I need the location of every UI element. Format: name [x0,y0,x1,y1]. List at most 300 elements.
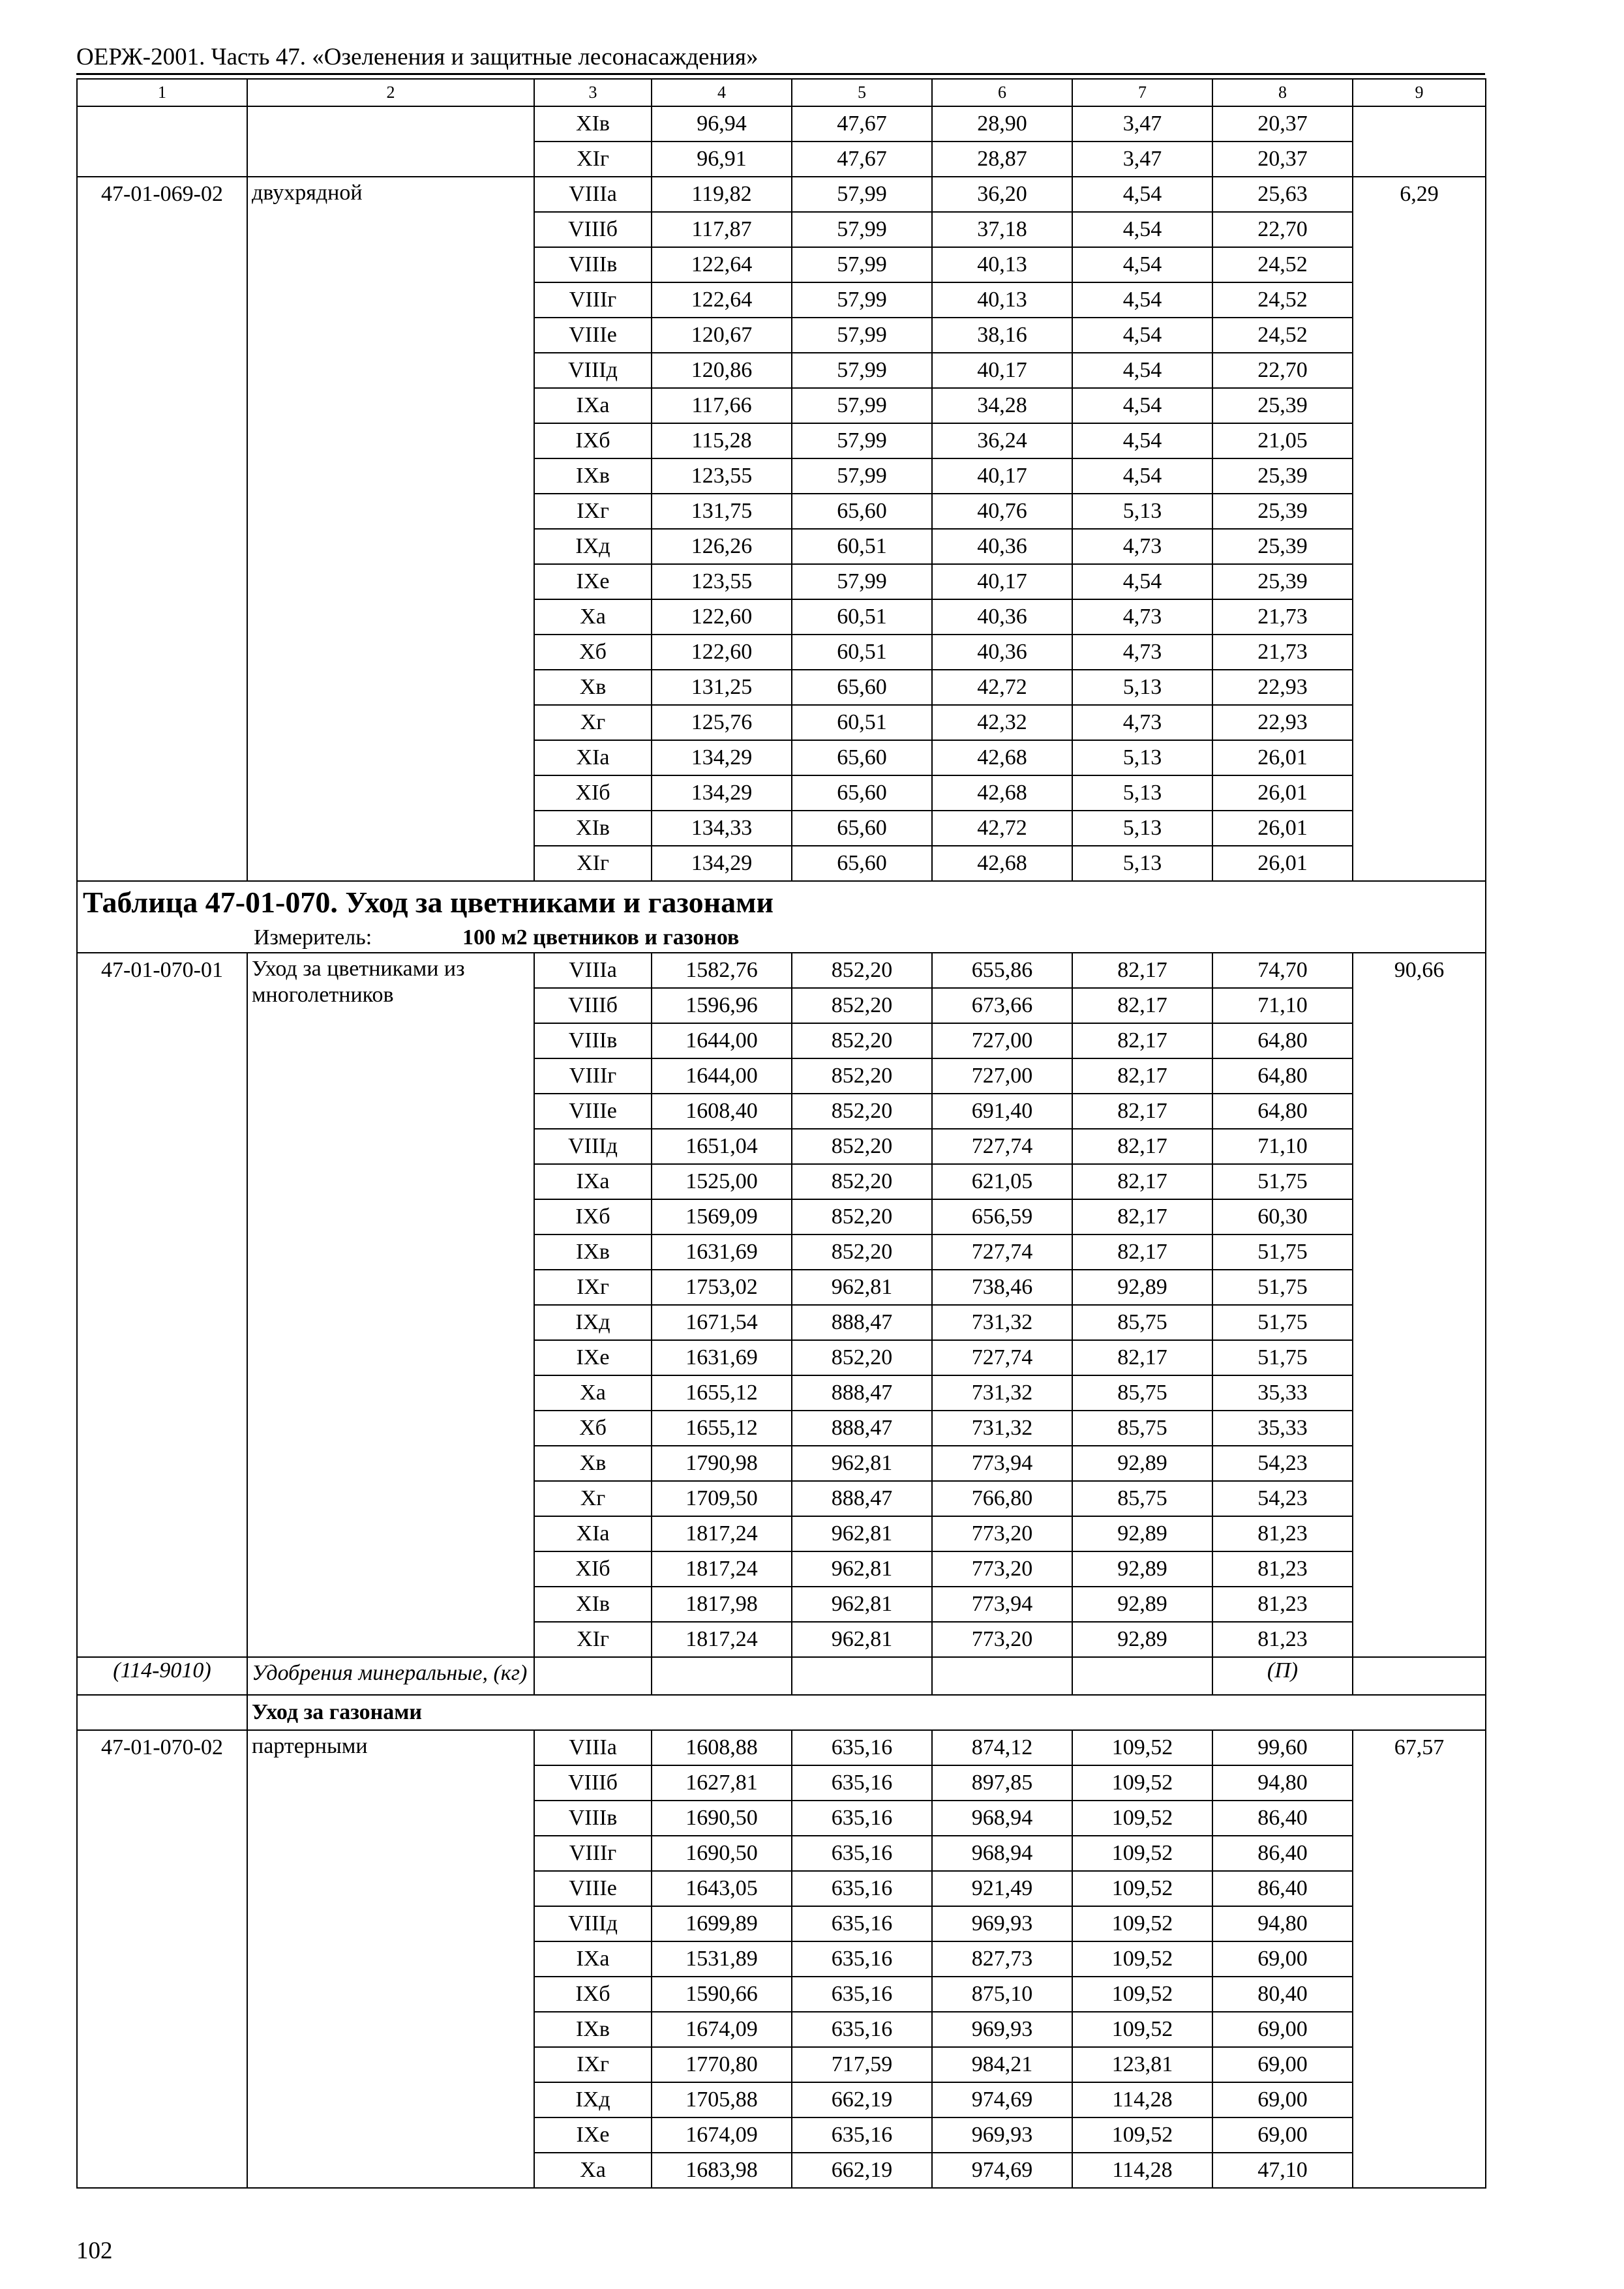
driver-wages-cell: 5,13 [1072,775,1212,811]
total-cost-cell: 1569,09 [652,1199,792,1234]
machine-cost-cell: 40,13 [932,247,1072,282]
wages-cell: 65,60 [792,846,932,881]
total-cost-cell: 122,64 [652,282,792,318]
material-code-cell: (114-9010) [77,1657,247,1695]
driver-wages-cell: 82,17 [1072,1164,1212,1199]
total-cost-cell: 134,33 [652,811,792,846]
machine-cost-cell: 34,28 [932,388,1072,423]
wages-cell: 852,20 [792,1058,932,1094]
total-cost-cell: 1683,98 [652,2153,792,2188]
zone-cell: XIв [534,811,652,846]
driver-wages-cell: 109,52 [1072,2117,1212,2153]
machine-cost-cell: 969,93 [932,1906,1072,1941]
materials-cost-cell: 71,10 [1212,1129,1353,1164]
zone-cell: IXа [534,388,652,423]
driver-wages-cell: 3,47 [1072,142,1212,177]
zone-cell: IXг [534,2047,652,2082]
column-number: 5 [792,79,932,106]
zone-cell: IXв [534,458,652,494]
total-cost-cell: 1627,81 [652,1765,792,1801]
zone-cell: VIIIб [534,1765,652,1801]
driver-wages-cell: 92,89 [1072,1446,1212,1481]
machine-cost-cell: 773,94 [932,1587,1072,1622]
materials-cost-cell: 69,00 [1212,2047,1353,2082]
wages-cell: 57,99 [792,353,932,388]
driver-wages-cell: 4,54 [1072,564,1212,599]
driver-wages-cell: 109,52 [1072,1730,1212,1765]
zone-cell: XIб [534,1551,652,1587]
measure-value: 100 м2 цветников и газонов [462,925,740,950]
materials-cost-cell: 69,00 [1212,2012,1353,2047]
total-cost-cell: 134,29 [652,740,792,775]
total-cost-cell: 125,76 [652,705,792,740]
zone-cell: IXа [534,1164,652,1199]
machine-cost-cell: 655,86 [932,953,1072,988]
driver-wages-cell: 92,89 [1072,1516,1212,1551]
machine-cost-cell: 738,46 [932,1270,1072,1305]
driver-wages-cell: 123,81 [1072,2047,1212,2082]
zone-cell: Xа [534,1375,652,1411]
zone-cell: XIв [534,106,652,142]
wages-cell: 852,20 [792,1199,932,1234]
driver-wages-cell: 5,13 [1072,494,1212,529]
wages-cell: 635,16 [792,1871,932,1906]
column-number: 2 [247,79,534,106]
driver-wages-cell: 109,52 [1072,1801,1212,1836]
code-cell: 47-01-069-02 [77,177,247,881]
machine-cost-cell: 40,17 [932,564,1072,599]
total-cost-cell: 1582,76 [652,953,792,988]
zone-cell: IXг [534,494,652,529]
driver-wages-cell: 4,73 [1072,705,1212,740]
materials-cost-cell: 51,75 [1212,1305,1353,1340]
wages-cell: 65,60 [792,494,932,529]
machine-cost-cell: 40,76 [932,494,1072,529]
driver-wages-cell: 92,89 [1072,1587,1212,1622]
materials-cost-cell: 20,37 [1212,106,1353,142]
zone-cell: XIг [534,142,652,177]
machine-cost-cell: 40,17 [932,353,1072,388]
zone-cell: XIв [534,1587,652,1622]
wages-cell: 57,99 [792,177,932,212]
driver-wages-cell: 92,89 [1072,1270,1212,1305]
machine-cost-cell: 773,20 [932,1551,1072,1587]
machine-cost-cell: 727,00 [932,1023,1072,1058]
driver-wages-cell: 109,52 [1072,1871,1212,1906]
machine-cost-cell: 42,32 [932,705,1072,740]
zone-cell: IXе [534,2117,652,2153]
total-cost-cell: 1817,24 [652,1622,792,1657]
total-cost-cell: 96,91 [652,142,792,177]
total-cost-cell: 1674,09 [652,2012,792,2047]
zone-cell: IXе [534,1340,652,1375]
machine-cost-cell: 38,16 [932,318,1072,353]
driver-wages-cell: 82,17 [1072,953,1212,988]
materials-cost-cell: 86,40 [1212,1836,1353,1871]
wages-cell: 962,81 [792,1516,932,1551]
total-cost-cell: 1705,88 [652,2082,792,2117]
machine-cost-cell: 40,17 [932,458,1072,494]
machine-cost-cell: 727,74 [932,1340,1072,1375]
zone-cell: XIб [534,775,652,811]
wages-cell: 57,99 [792,458,932,494]
total-cost-cell: 1644,00 [652,1058,792,1094]
material-empty-cell [932,1657,1072,1695]
wages-cell: 962,81 [792,1587,932,1622]
column-number: 8 [1212,79,1353,106]
total-cost-cell: 134,29 [652,846,792,881]
zone-cell: IXб [534,1977,652,2012]
wages-cell: 635,16 [792,1941,932,1977]
subheading: Уход за газонами [247,1695,1486,1730]
total-cost-cell: 1608,88 [652,1730,792,1765]
zone-cell: VIIIа [534,1730,652,1765]
zone-cell: IXб [534,423,652,458]
materials-cost-cell: 80,40 [1212,1977,1353,2012]
machine-cost-cell: 727,74 [932,1129,1072,1164]
wages-cell: 57,99 [792,388,932,423]
machine-cost-cell: 691,40 [932,1094,1072,1129]
materials-cost-cell: 81,23 [1212,1587,1353,1622]
total-cost-cell: 1525,00 [652,1164,792,1199]
total-cost-cell: 1674,09 [652,2117,792,2153]
total-cost-cell: 1690,50 [652,1836,792,1871]
materials-cost-cell: 24,52 [1212,282,1353,318]
wages-cell: 635,16 [792,1801,932,1836]
table-row [77,953,1486,988]
driver-wages-cell: 5,13 [1072,811,1212,846]
driver-wages-cell: 109,52 [1072,1836,1212,1871]
machine-cost-cell: 731,32 [932,1375,1072,1411]
materials-cost-cell: 86,40 [1212,1871,1353,1906]
zone-cell: Xб [534,1411,652,1446]
total-cost-cell: 1531,89 [652,1941,792,1977]
zone-cell: VIIIв [534,1801,652,1836]
machine-cost-cell: 969,93 [932,2012,1072,2047]
zone-cell: IXе [534,564,652,599]
machine-cost-cell: 766,80 [932,1481,1072,1516]
materials-cost-cell: 25,39 [1212,494,1353,529]
machine-cost-cell: 40,36 [932,599,1072,635]
wages-cell: 662,19 [792,2153,932,2188]
table-row [77,1730,1486,1765]
total-cost-cell: 1631,69 [652,1340,792,1375]
equipment-cost-cell: 6,29 [1353,177,1486,881]
machine-cost-cell: 921,49 [932,1871,1072,1906]
total-cost-cell: 1817,24 [652,1551,792,1587]
materials-cost-cell: 64,80 [1212,1094,1353,1129]
machine-cost-cell: 36,24 [932,423,1072,458]
total-cost-cell: 1655,12 [652,1411,792,1446]
driver-wages-cell: 4,54 [1072,458,1212,494]
wages-cell: 635,16 [792,1765,932,1801]
material-row [77,1657,1486,1695]
materials-cost-cell: 22,93 [1212,705,1353,740]
driver-wages-cell: 109,52 [1072,1765,1212,1801]
material-empty-cell [534,1657,652,1695]
materials-cost-cell: 24,52 [1212,318,1353,353]
total-cost-cell: 1655,12 [652,1375,792,1411]
wages-cell: 60,51 [792,529,932,564]
name-cell [247,106,534,177]
total-cost-cell: 120,67 [652,318,792,353]
machine-cost-cell: 28,90 [932,106,1072,142]
total-cost-cell: 122,60 [652,635,792,670]
column-number: 6 [932,79,1072,106]
zone-cell: Xг [534,705,652,740]
materials-cost-cell: 21,73 [1212,635,1353,670]
material-empty-cell [792,1657,932,1695]
materials-cost-cell: 26,01 [1212,775,1353,811]
measure-cell [77,923,1486,953]
wages-cell: 852,20 [792,1094,932,1129]
driver-wages-cell: 109,52 [1072,1906,1212,1941]
zone-cell: Xб [534,635,652,670]
wages-cell: 635,16 [792,1836,932,1871]
zone-cell: IXд [534,2082,652,2117]
machine-cost-cell: 969,93 [932,2117,1072,2153]
driver-wages-cell: 4,54 [1072,177,1212,212]
wages-cell: 962,81 [792,1622,932,1657]
driver-wages-cell: 4,54 [1072,353,1212,388]
materials-cost-cell: 71,10 [1212,988,1353,1023]
zone-cell: VIIIа [534,177,652,212]
driver-wages-cell: 82,17 [1072,1340,1212,1375]
total-cost-cell: 1753,02 [652,1270,792,1305]
driver-wages-cell: 82,17 [1072,1234,1212,1270]
wages-cell: 635,16 [792,1730,932,1765]
wages-cell: 57,99 [792,247,932,282]
wages-cell: 852,20 [792,988,932,1023]
wages-cell: 65,60 [792,740,932,775]
total-cost-cell: 1651,04 [652,1129,792,1164]
driver-wages-cell: 109,52 [1072,1977,1212,2012]
materials-cost-cell: 25,39 [1212,529,1353,564]
driver-wages-cell: 4,73 [1072,635,1212,670]
wages-cell: 888,47 [792,1375,932,1411]
machine-cost-cell: 37,18 [932,212,1072,247]
equipment-cost-cell: 90,66 [1353,953,1486,1657]
zone-cell: VIIIв [534,1023,652,1058]
wages-cell: 888,47 [792,1411,932,1446]
equipment-cost-cell [1353,106,1486,177]
machine-cost-cell: 727,00 [932,1058,1072,1094]
driver-wages-cell: 4,73 [1072,599,1212,635]
wages-cell: 635,16 [792,2117,932,2153]
materials-cost-cell: 94,80 [1212,1765,1353,1801]
machine-cost-cell: 42,68 [932,775,1072,811]
machine-cost-cell: 974,69 [932,2082,1072,2117]
machine-cost-cell: 42,68 [932,740,1072,775]
name-cell: двухрядной [247,177,534,881]
code-cell: 47-01-070-02 [77,1730,247,2188]
zone-cell: VIIIб [534,988,652,1023]
materials-cost-cell: 26,01 [1212,846,1353,881]
driver-wages-cell: 85,75 [1072,1375,1212,1411]
wages-cell: 60,51 [792,599,932,635]
wages-cell: 888,47 [792,1481,932,1516]
total-cost-cell: 1699,89 [652,1906,792,1941]
equipment-cost-cell: 67,57 [1353,1730,1486,2188]
measure-row [77,923,1486,953]
machine-cost-cell: 773,20 [932,1622,1072,1657]
total-cost-cell: 120,86 [652,353,792,388]
driver-wages-cell: 109,52 [1072,1941,1212,1977]
materials-cost-cell: 35,33 [1212,1411,1353,1446]
total-cost-cell: 1770,80 [652,2047,792,2082]
total-cost-cell: 1643,05 [652,1871,792,1906]
total-cost-cell: 122,60 [652,599,792,635]
code-cell [77,106,247,177]
materials-cost-cell: 24,52 [1212,247,1353,282]
column-number: 4 [652,79,792,106]
machine-cost-cell: 40,13 [932,282,1072,318]
material-empty-cell [1072,1657,1212,1695]
column-number: 1 [77,79,247,106]
machine-cost-cell: 673,66 [932,988,1072,1023]
machine-cost-cell: 40,36 [932,635,1072,670]
page-number: 102 [76,2237,113,2264]
total-cost-cell: 117,66 [652,388,792,423]
wages-cell: 635,16 [792,2012,932,2047]
materials-cost-cell: 21,73 [1212,599,1353,635]
machine-cost-cell: 875,10 [932,1977,1072,2012]
zone-cell: VIIIг [534,282,652,318]
materials-cost-cell: 81,23 [1212,1622,1353,1657]
wages-cell: 60,51 [792,705,932,740]
wages-cell: 852,20 [792,1340,932,1375]
materials-cost-cell: 22,70 [1212,212,1353,247]
wages-cell: 852,20 [792,1023,932,1058]
materials-cost-cell: 51,75 [1212,1340,1353,1375]
materials-cost-cell: 22,70 [1212,353,1353,388]
wages-cell: 57,99 [792,212,932,247]
zone-cell: XIг [534,846,652,881]
zone-cell: XIг [534,1622,652,1657]
total-cost-cell: 115,28 [652,423,792,458]
table-row [77,177,1486,212]
machine-cost-cell: 773,20 [932,1516,1072,1551]
material-empty-cell [1353,1657,1486,1695]
total-cost-cell: 131,25 [652,670,792,705]
driver-wages-cell: 4,54 [1072,212,1212,247]
driver-wages-cell: 85,75 [1072,1305,1212,1340]
driver-wages-cell: 4,73 [1072,529,1212,564]
column-number: 3 [534,79,652,106]
zone-cell: VIIIв [534,247,652,282]
driver-wages-cell: 114,28 [1072,2153,1212,2188]
table-title: Таблица 47-01-070. Уход за цветниками и газонами [77,881,1486,923]
wages-cell: 65,60 [792,775,932,811]
machine-cost-cell: 731,32 [932,1305,1072,1340]
machine-cost-cell: 874,12 [932,1730,1072,1765]
machine-cost-cell: 727,74 [932,1234,1072,1270]
zone-cell: VIIIе [534,1094,652,1129]
machine-cost-cell: 968,94 [932,1836,1072,1871]
material-value-cell: (П) [1212,1657,1353,1695]
materials-cost-cell: 35,33 [1212,1375,1353,1411]
wages-cell: 852,20 [792,1234,932,1270]
material-name-cell: Удобрения минеральные, (кг) [247,1657,534,1695]
total-cost-cell: 1709,50 [652,1481,792,1516]
total-cost-cell: 1631,69 [652,1234,792,1270]
driver-wages-cell: 3,47 [1072,106,1212,142]
driver-wages-cell: 82,17 [1072,1058,1212,1094]
wages-cell: 852,20 [792,1164,932,1199]
machine-cost-cell: 28,87 [932,142,1072,177]
header-rule [76,73,1485,75]
total-cost-cell: 1590,66 [652,1977,792,2012]
zone-cell: VIIIб [534,212,652,247]
wages-cell: 852,20 [792,1129,932,1164]
table-row [77,106,1486,142]
materials-cost-cell: 69,00 [1212,2117,1353,2153]
wages-cell: 635,16 [792,1977,932,2012]
driver-wages-cell: 5,13 [1072,670,1212,705]
total-cost-cell: 119,82 [652,177,792,212]
machine-cost-cell: 827,73 [932,1941,1072,1977]
wages-cell: 962,81 [792,1551,932,1587]
total-cost-cell: 1790,98 [652,1446,792,1481]
total-cost-cell: 131,75 [652,494,792,529]
materials-cost-cell: 94,80 [1212,1906,1353,1941]
wages-cell: 962,81 [792,1446,932,1481]
materials-cost-cell: 69,00 [1212,2082,1353,2117]
total-cost-cell: 1817,98 [652,1587,792,1622]
machine-cost-cell: 773,94 [932,1446,1072,1481]
name-cell: Уход за цветниками из многолетников [247,953,534,1657]
zone-cell: Xв [534,670,652,705]
zone-cell: IXг [534,1270,652,1305]
machine-cost-cell: 621,05 [932,1164,1072,1199]
materials-cost-cell: 81,23 [1212,1551,1353,1587]
driver-wages-cell: 85,75 [1072,1481,1212,1516]
materials-cost-cell: 47,10 [1212,2153,1353,2188]
zone-cell: VIIIг [534,1058,652,1094]
zone-cell: VIIIг [534,1836,652,1871]
material-empty-cell [652,1657,792,1695]
machine-cost-cell: 42,72 [932,811,1072,846]
wages-cell: 888,47 [792,1305,932,1340]
zone-cell: VIIIд [534,1906,652,1941]
total-cost-cell: 1817,24 [652,1516,792,1551]
total-cost-cell: 1690,50 [652,1801,792,1836]
zone-cell: VIIIе [534,1871,652,1906]
driver-wages-cell: 114,28 [1072,2082,1212,2117]
materials-cost-cell: 64,80 [1212,1058,1353,1094]
zone-cell: IXв [534,1234,652,1270]
materials-cost-cell: 69,00 [1212,1941,1353,1977]
materials-cost-cell: 25,39 [1212,564,1353,599]
total-cost-cell: 1671,54 [652,1305,792,1340]
driver-wages-cell: 92,89 [1072,1551,1212,1587]
measure-label: Измеритель: [254,925,372,950]
machine-cost-cell: 42,72 [932,670,1072,705]
zone-cell: VIIIе [534,318,652,353]
wages-cell: 662,19 [792,2082,932,2117]
materials-cost-cell: 25,63 [1212,177,1353,212]
column-number: 9 [1353,79,1486,106]
driver-wages-cell: 4,54 [1072,423,1212,458]
zone-cell: IXд [534,529,652,564]
wages-cell: 57,99 [792,282,932,318]
total-cost-cell: 123,55 [652,458,792,494]
driver-wages-cell: 82,17 [1072,1094,1212,1129]
total-cost-cell: 1608,40 [652,1094,792,1129]
driver-wages-cell: 82,17 [1072,1199,1212,1234]
wages-cell: 47,67 [792,142,932,177]
machine-cost-cell: 897,85 [932,1765,1072,1801]
